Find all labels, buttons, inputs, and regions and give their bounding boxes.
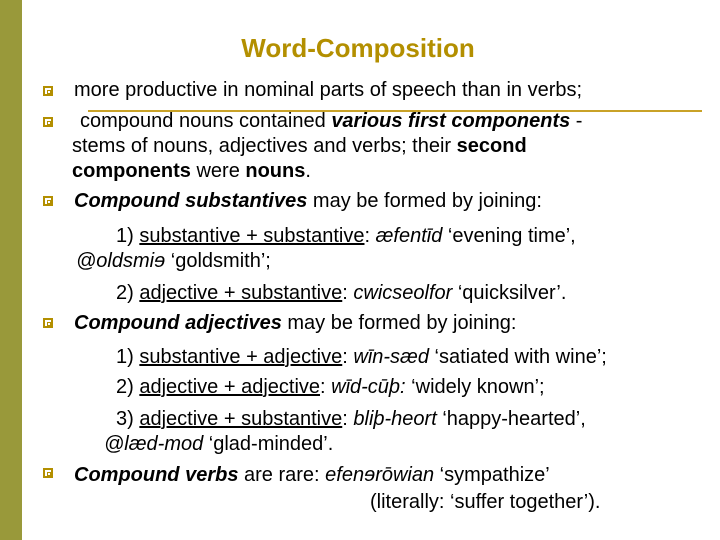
sub-item-continuation: @læd-mod ‘glad-minded’. xyxy=(104,433,334,455)
bullet-text: compound nouns contained various first components - xyxy=(80,110,583,132)
square-bullet-icon xyxy=(43,318,53,328)
bullet-text-continuation: components were nouns. xyxy=(72,160,311,182)
bullet-text: Compound substantives may be formed by joining: xyxy=(74,190,542,212)
bullet-text: Compound adjectives may be formed by joining: xyxy=(74,312,517,334)
slide-title: Word-Composition xyxy=(241,33,475,63)
square-bullet-icon xyxy=(43,468,53,478)
sub-item: 3) adjective + substantive: bliþ-heort ‘happy-hearted’, xyxy=(116,408,586,430)
bullet-text: more productive in nominal parts of speech than in verbs; xyxy=(74,79,583,101)
square-bullet-icon xyxy=(43,86,53,96)
square-bullet-icon xyxy=(43,196,53,206)
sub-item: 1) substantive + adjective: wīn-sæd ‘satiated with wine’; xyxy=(116,346,607,368)
bullet-text: Compound verbs are rare: efenɘrōwian ‘sympathize’ xyxy=(74,464,550,486)
bullet-text-continuation: stems of nouns, adjectives and verbs; their second xyxy=(72,135,527,157)
sub-item: 1) substantive + substantive: æfentīd ‘evening time’, xyxy=(116,225,576,247)
sidebar-accent-bar xyxy=(0,0,22,540)
sub-item: 2) adjective + substantive: cwicseolfor ‘quicksilver’. xyxy=(116,282,567,304)
square-bullet-icon xyxy=(43,117,53,127)
sub-item-continuation: @oldsmiɘ ‘goldsmith’; xyxy=(76,250,271,272)
bullet-text-continuation: (literally: ‘suffer together’). xyxy=(370,491,601,513)
sub-item: 2) adjective + adjective: wīd-cūþ: ‘widely known’; xyxy=(116,376,545,398)
